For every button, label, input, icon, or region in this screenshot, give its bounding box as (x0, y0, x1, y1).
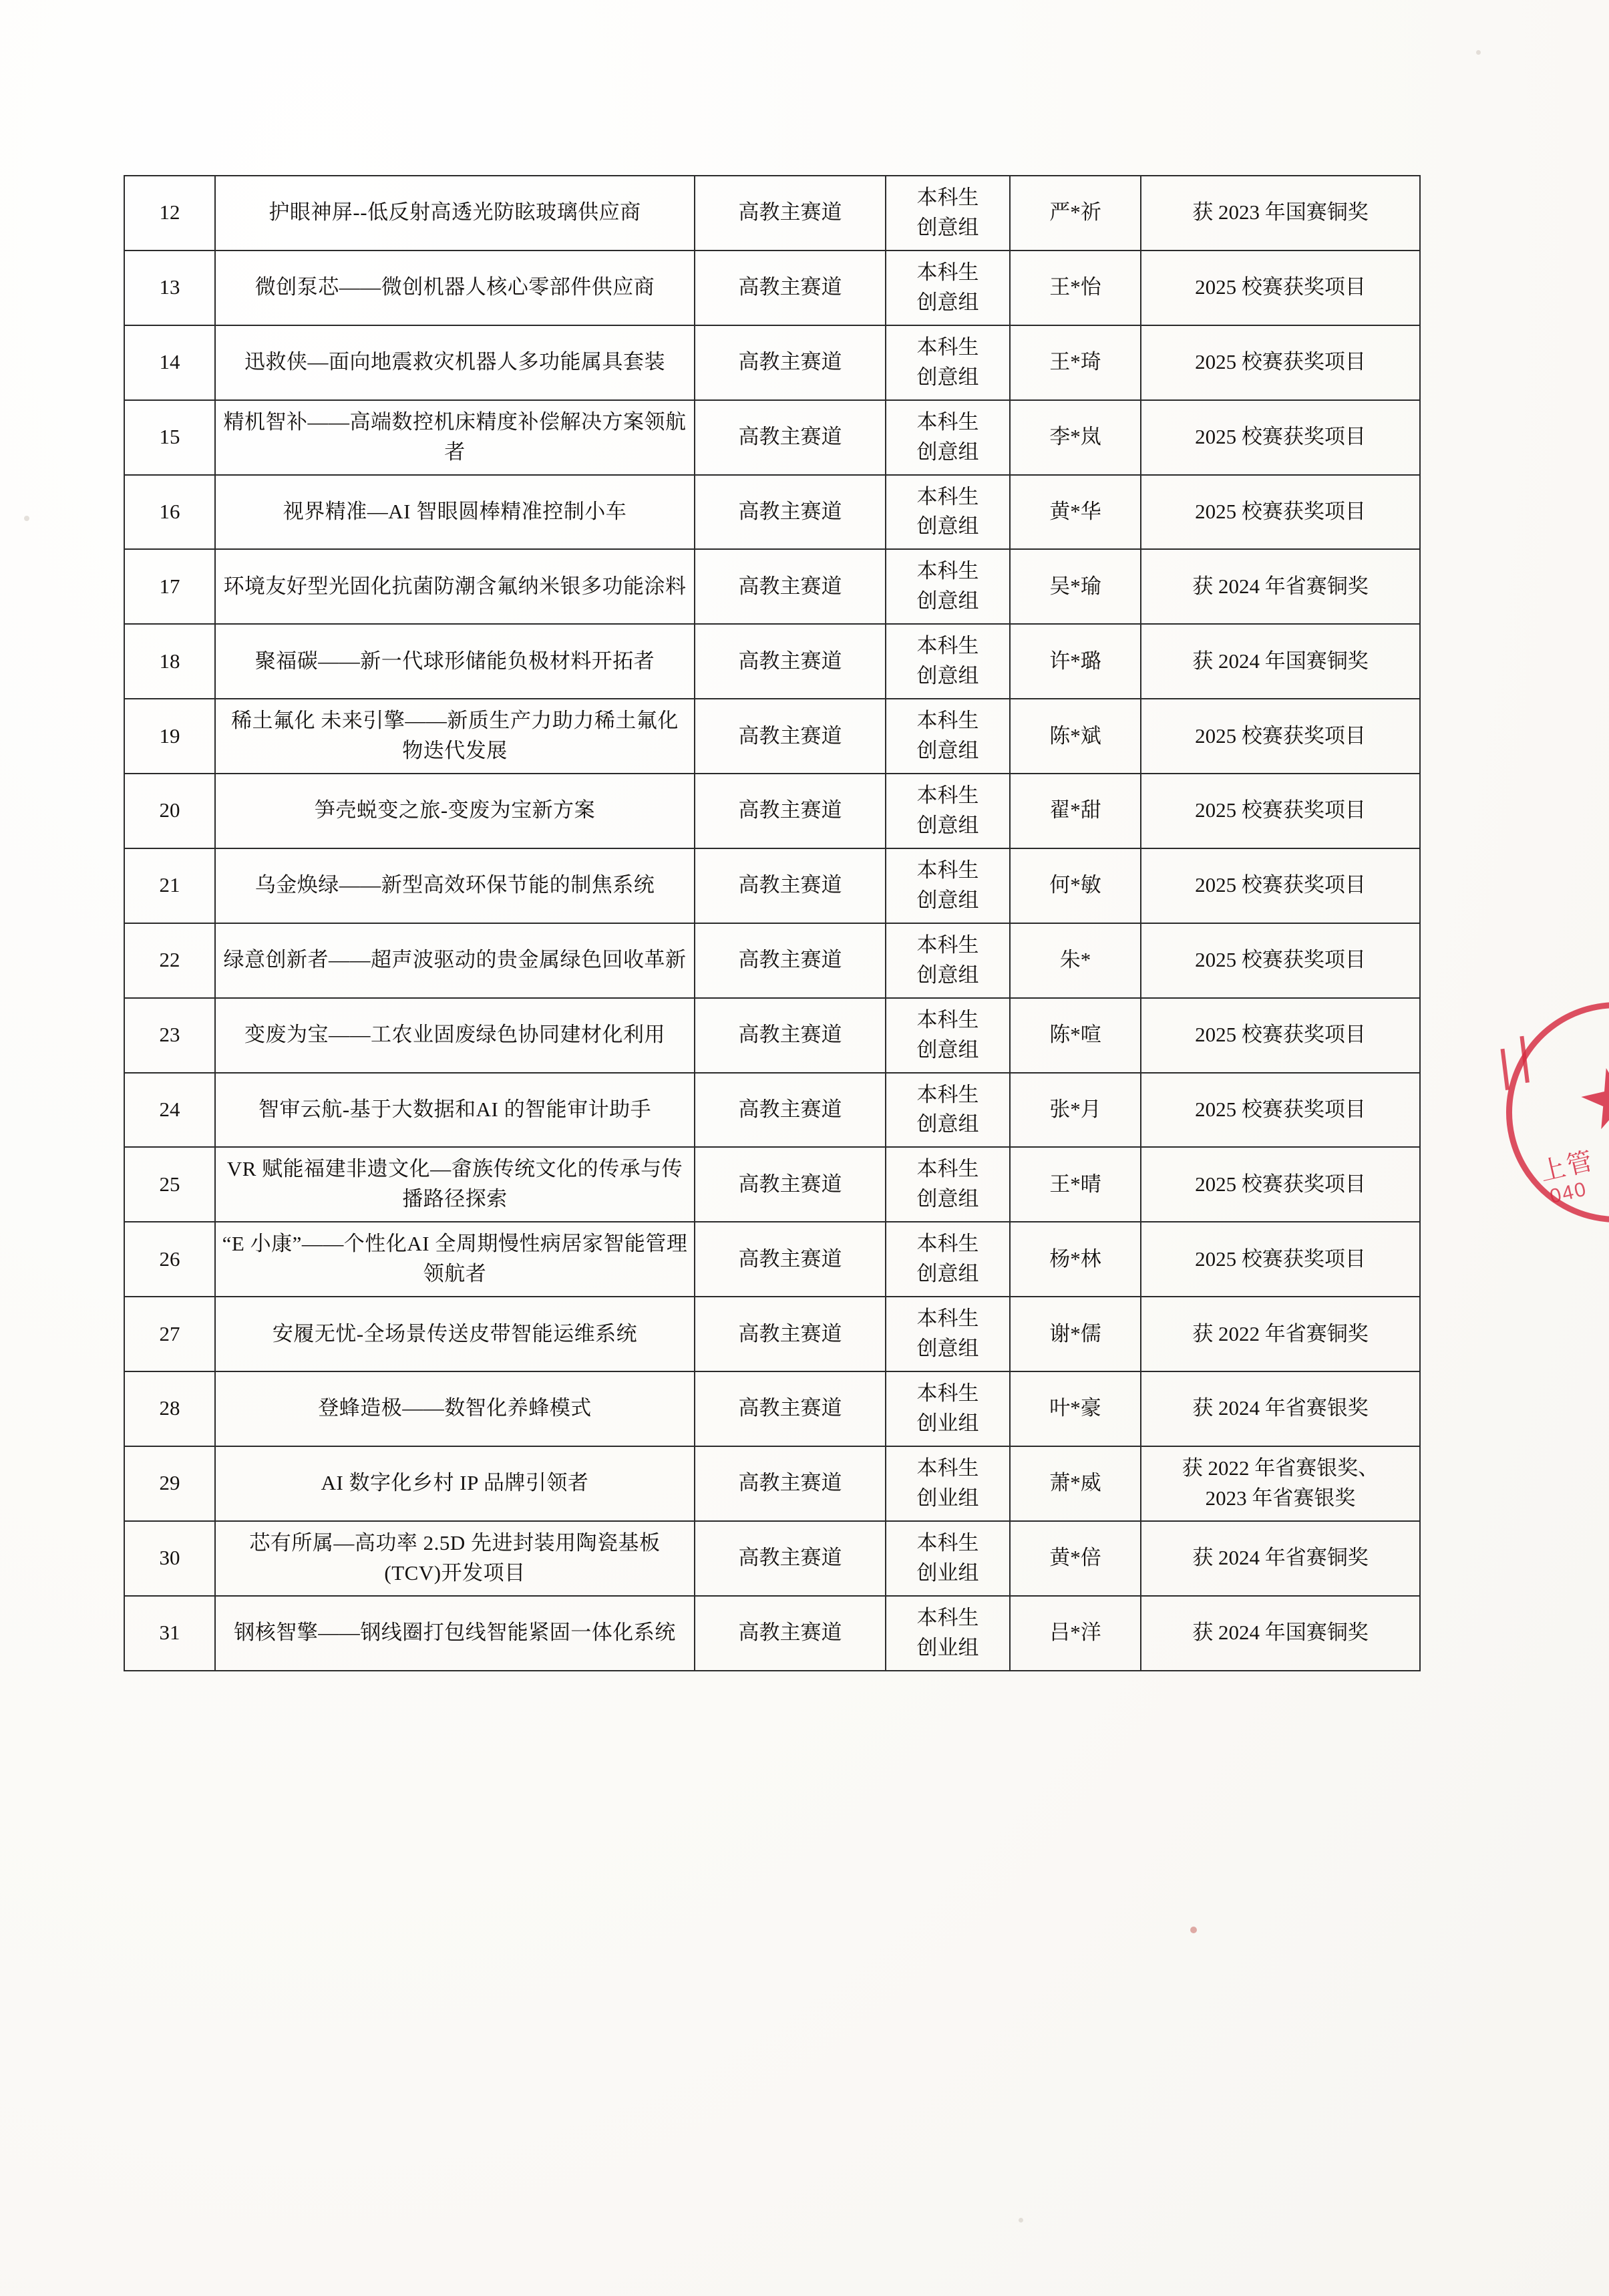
group-line: 创意组 (916, 888, 979, 912)
table-row (124, 1446, 1420, 1521)
cell-project-name: “E 小康”——个性化AI 全周期慢性病居家智能管理领航者 (215, 1222, 695, 1297)
cell-leader: 黄*华 (1010, 475, 1141, 550)
cell-award (1141, 848, 1420, 923)
cell-leader: 吴*瑜 (1010, 549, 1141, 624)
cell-leader: 王*琦 (1010, 325, 1141, 400)
cell-project-name: 护眼神屏--低反射高透光防眩玻璃供应商 (215, 176, 695, 251)
award-line: 2025 校赛获奖项目 (1195, 873, 1366, 897)
cell-leader: 朱* (1010, 923, 1141, 998)
cell-index: 26 (124, 1222, 215, 1297)
cell-leader: 翟*甜 (1010, 774, 1141, 848)
group-line: 创意组 (916, 1337, 979, 1361)
cell-track: 高教主赛道 (695, 176, 886, 251)
cell-index: 19 (124, 699, 215, 774)
table-row (124, 1297, 1420, 1371)
cell-award (1141, 699, 1420, 774)
cell-track: 高教主赛道 (695, 1521, 886, 1596)
cell-leader: 萧*威 (1010, 1446, 1141, 1521)
group-line: 创意组 (916, 739, 979, 763)
cell-award (1141, 1596, 1420, 1671)
table-row (124, 624, 1420, 699)
cell-track: 高教主赛道 (695, 1446, 886, 1521)
cell-group (886, 1297, 1010, 1371)
cell-project-name: 变废为宝——工农业固废绿色协同建材化利用 (215, 998, 695, 1073)
cell-project-name: 微创泵芯——微创机器人核心零部件供应商 (215, 251, 695, 325)
cell-index: 29 (124, 1446, 215, 1521)
award-line: 2025 校赛获奖项目 (1195, 499, 1366, 523)
group-line: 创业组 (916, 1561, 979, 1585)
table-row (124, 1521, 1420, 1596)
award-line: 2025 校赛获奖项目 (1195, 275, 1366, 299)
group-line: 本科生 (916, 484, 979, 508)
award-line: 获 2024 年国赛铜奖 (1192, 1621, 1369, 1645)
cell-leader: 何*敏 (1010, 848, 1141, 923)
cell-index: 12 (124, 176, 215, 251)
cell-project-name: 笋壳蜕变之旅-变废为宝新方案 (215, 774, 695, 848)
award-line: 2025 校赛获奖项目 (1195, 350, 1366, 374)
cell-index: 27 (124, 1297, 215, 1371)
cell-project-name: 绿意创新者——超声波驱动的贵金属绿色回收革新 (215, 923, 695, 998)
table-row (124, 1596, 1420, 1671)
cell-award (1141, 998, 1420, 1073)
cell-leader: 李*岚 (1010, 400, 1141, 475)
cell-track: 高教主赛道 (695, 325, 886, 400)
cell-project-name: 智审云航-基于大数据和AI 的智能审计助手 (215, 1073, 695, 1148)
cell-project-name: 稀土氟化 未来引擎——新质生产力助力稀土氟化物迭代发展 (215, 699, 695, 774)
cell-index: 21 (124, 848, 215, 923)
scan-speck (1019, 2218, 1023, 2223)
cell-track: 高教主赛道 (695, 998, 886, 1073)
group-line: 创业组 (916, 1635, 979, 1659)
cell-leader: 谢*儒 (1010, 1297, 1141, 1371)
group-line: 本科生 (916, 1456, 979, 1480)
group-line: 本科生 (916, 1307, 979, 1331)
cell-project-name: 安履无忧-全场景传送皮带智能运维系统 (215, 1297, 695, 1371)
cell-leader: 叶*豪 (1010, 1371, 1141, 1446)
cell-leader: 许*璐 (1010, 624, 1141, 699)
group-line: 本科生 (916, 1605, 979, 1629)
group-line: 创意组 (916, 813, 979, 837)
award-line: 2025 校赛获奖项目 (1195, 948, 1366, 972)
cell-group (886, 176, 1010, 251)
cell-track: 高教主赛道 (695, 624, 886, 699)
group-line: 创意组 (916, 1037, 979, 1061)
cell-group (886, 400, 1010, 475)
group-line: 本科生 (916, 1007, 979, 1031)
group-line: 本科生 (916, 634, 979, 658)
cell-project-name: 精机智补——高端数控机床精度补偿解决方案领航者 (215, 400, 695, 475)
cell-index: 24 (124, 1073, 215, 1148)
group-line: 创意组 (916, 290, 979, 314)
cell-leader: 严*祈 (1010, 176, 1141, 251)
cell-index: 25 (124, 1147, 215, 1222)
group-line: 本科生 (916, 1082, 979, 1106)
cell-group (886, 1521, 1010, 1596)
cell-award (1141, 475, 1420, 550)
cell-index: 20 (124, 774, 215, 848)
cell-award (1141, 549, 1420, 624)
cell-group (886, 475, 1010, 550)
group-line: 创意组 (916, 1187, 979, 1211)
group-line: 本科生 (916, 709, 979, 733)
cell-track: 高教主赛道 (695, 848, 886, 923)
cell-index: 15 (124, 400, 215, 475)
table-row (124, 400, 1420, 475)
cell-group (886, 1073, 1010, 1148)
group-line: 创意组 (916, 440, 979, 464)
cell-project-name: VR 赋能福建非遗文化—畲族传统文化的传承与传播路径探索 (215, 1147, 695, 1222)
cell-group (886, 1446, 1010, 1521)
cell-leader: 王*晴 (1010, 1147, 1141, 1222)
group-line: 创意组 (916, 215, 979, 239)
group-line: 本科生 (916, 559, 979, 583)
group-line: 创业组 (916, 1486, 979, 1510)
cell-award (1141, 1073, 1420, 1148)
cell-group (886, 325, 1010, 400)
award-line: 获 2023 年国赛铜奖 (1192, 200, 1369, 224)
scan-speck (1476, 50, 1481, 55)
award-line: 获 2024 年省赛铜奖 (1192, 574, 1369, 598)
award-line: 2023 年省赛银奖 (1205, 1486, 1356, 1510)
seal-text: 上管 (1537, 1146, 1598, 1187)
cell-award (1141, 923, 1420, 998)
award-line: 2025 校赛获奖项目 (1195, 1172, 1366, 1196)
table-row (124, 774, 1420, 848)
award-line: 获 2022 年省赛铜奖 (1192, 1321, 1369, 1345)
table-row (124, 176, 1420, 251)
table-row (124, 251, 1420, 325)
award-line: 获 2022 年省赛银奖、 (1182, 1456, 1379, 1480)
cell-track: 高教主赛道 (695, 251, 886, 325)
cell-index: 28 (124, 1371, 215, 1446)
cell-group (886, 1596, 1010, 1671)
table-row (124, 1371, 1420, 1446)
group-line: 创业组 (916, 1411, 979, 1435)
cell-project-name: 钢核智擎——钢线圈打包线智能紧固一体化系统 (215, 1596, 695, 1671)
group-line: 创意组 (916, 1112, 979, 1136)
cell-award (1141, 624, 1420, 699)
table-row (124, 325, 1420, 400)
award-line: 2025 校赛获奖项目 (1195, 798, 1366, 822)
group-line: 创意组 (916, 365, 979, 389)
cell-group (886, 1147, 1010, 1222)
cell-award (1141, 1147, 1420, 1222)
cell-group (886, 848, 1010, 923)
cell-track: 高教主赛道 (695, 549, 886, 624)
table-row (124, 1147, 1420, 1222)
group-line: 本科生 (916, 1157, 979, 1181)
cell-award (1141, 1297, 1420, 1371)
group-line: 本科生 (916, 784, 979, 807)
cell-index: 17 (124, 549, 215, 624)
cell-award (1141, 774, 1420, 848)
seal-number: 040 (1548, 1178, 1590, 1208)
cell-index: 30 (124, 1521, 215, 1596)
cell-index: 18 (124, 624, 215, 699)
cell-project-name: 环境友好型光固化抗菌防潮含氟纳米银多功能涂料 (215, 549, 695, 624)
cell-track: 高教主赛道 (695, 1147, 886, 1222)
cell-group (886, 549, 1010, 624)
group-line: 本科生 (916, 409, 979, 434)
project-list-table (124, 175, 1421, 1671)
cell-leader: 吕*洋 (1010, 1596, 1141, 1671)
cell-group (886, 923, 1010, 998)
cell-track: 高教主赛道 (695, 1222, 886, 1297)
award-line: 2025 校赛获奖项目 (1195, 723, 1366, 748)
cell-project-name: 芯有所属—高功率 2.5D 先进封装用陶瓷基板(TCV)开发项目 (215, 1521, 695, 1596)
cell-project-name: 迅救侠—面向地震救灾机器人多功能属具套装 (215, 325, 695, 400)
cell-leader: 王*怡 (1010, 251, 1141, 325)
cell-award (1141, 176, 1420, 251)
cell-project-name: AI 数字化乡村 IP 品牌引领者 (215, 1446, 695, 1521)
table-row (124, 1073, 1420, 1148)
table-row (124, 475, 1420, 550)
cell-leader: 张*月 (1010, 1073, 1141, 1148)
group-line: 本科生 (916, 933, 979, 957)
cell-award (1141, 400, 1420, 475)
cell-award (1141, 1521, 1420, 1596)
cell-track: 高教主赛道 (695, 1073, 886, 1148)
cell-track: 高教主赛道 (695, 699, 886, 774)
group-line: 本科生 (916, 1381, 979, 1405)
cell-group (886, 251, 1010, 325)
cell-award (1141, 325, 1420, 400)
cell-track: 高教主赛道 (695, 1596, 886, 1671)
cell-index: 16 (124, 475, 215, 550)
group-line: 创意组 (916, 514, 979, 538)
cell-leader: 陈*喧 (1010, 998, 1141, 1073)
cell-group (886, 774, 1010, 848)
group-line: 本科生 (916, 260, 979, 284)
group-line: 本科生 (916, 186, 979, 209)
award-line: 获 2024 年国赛铜奖 (1192, 649, 1369, 673)
award-line: 获 2024 年省赛银奖 (1192, 1396, 1369, 1420)
cell-group (886, 998, 1010, 1073)
cell-group (886, 699, 1010, 774)
table-row (124, 848, 1420, 923)
cell-project-name: 视界精准—AI 智眼圆棒精准控制小车 (215, 475, 695, 550)
cell-leader: 陈*斌 (1010, 699, 1141, 774)
group-line: 创意组 (916, 1262, 979, 1286)
award-line: 2025 校赛获奖项目 (1195, 425, 1366, 449)
cell-group (886, 624, 1010, 699)
cell-track: 高教主赛道 (695, 1297, 886, 1371)
scan-speck (24, 516, 29, 521)
group-line: 本科生 (916, 1232, 979, 1256)
award-line: 2025 校赛获奖项目 (1195, 1097, 1366, 1121)
cell-track: 高教主赛道 (695, 475, 886, 550)
cell-project-name: 登蜂造极——数智化养蜂模式 (215, 1371, 695, 1446)
cell-leader: 杨*林 (1010, 1222, 1141, 1297)
cell-project-name: 乌金焕绿——新型高效环保节能的制焦系统 (215, 848, 695, 923)
cell-index: 14 (124, 325, 215, 400)
cell-track: 高教主赛道 (695, 1371, 886, 1446)
table-row (124, 699, 1420, 774)
award-line: 获 2024 年省赛铜奖 (1192, 1546, 1369, 1570)
group-line: 创意组 (916, 589, 979, 613)
cell-track: 高教主赛道 (695, 774, 886, 848)
cell-award (1141, 1446, 1420, 1521)
award-line: 2025 校赛获奖项目 (1195, 1023, 1366, 1047)
group-line: 创意组 (916, 664, 979, 688)
group-line: 本科生 (916, 335, 979, 359)
award-line: 2025 校赛获奖项目 (1195, 1247, 1366, 1271)
table-row (124, 549, 1420, 624)
table-row (124, 1222, 1420, 1297)
group-line: 创意组 (916, 963, 979, 987)
group-line: 本科生 (916, 1530, 979, 1554)
scan-speck (1190, 1927, 1197, 1933)
cell-leader: 黄*倍 (1010, 1521, 1141, 1596)
cell-index: 31 (124, 1596, 215, 1671)
cell-track: 高教主赛道 (695, 400, 886, 475)
cell-award (1141, 251, 1420, 325)
cell-track: 高教主赛道 (695, 923, 886, 998)
group-line: 本科生 (916, 858, 979, 882)
table-row (124, 923, 1420, 998)
cell-group (886, 1222, 1010, 1297)
cell-project-name: 聚福碳——新一代球形储能负极材料开拓者 (215, 624, 695, 699)
cell-index: 13 (124, 251, 215, 325)
cell-award (1141, 1222, 1420, 1297)
cell-award (1141, 1371, 1420, 1446)
cell-index: 22 (124, 923, 215, 998)
cell-index: 23 (124, 998, 215, 1073)
table-row (124, 998, 1420, 1073)
cell-group (886, 1371, 1010, 1446)
